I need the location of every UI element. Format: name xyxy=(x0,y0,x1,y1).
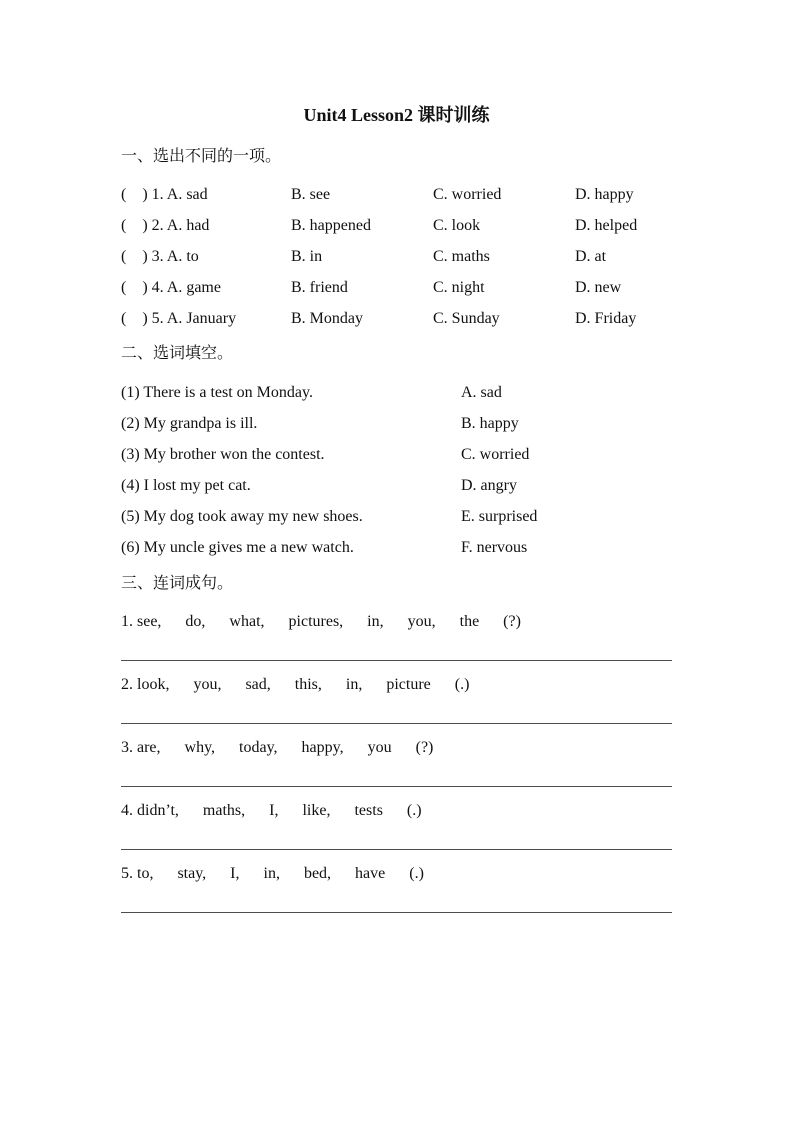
arrange-list xyxy=(121,611,672,913)
mc-option: D. happy xyxy=(575,186,634,203)
mc-option: C. worried xyxy=(433,186,502,203)
match-sentence: (2) My grandpa is ill. xyxy=(121,415,258,432)
answer-blank-line xyxy=(121,786,672,787)
mc-option: ( ) 2. A. had xyxy=(121,217,210,234)
mc-option: B. see xyxy=(291,186,331,203)
mc-option: B. happened xyxy=(291,217,371,234)
page-title: Unit4 Lesson2 课时训练 xyxy=(303,105,490,125)
section-choose-different xyxy=(121,145,672,334)
mc-option: D. at xyxy=(575,248,607,265)
section-three-heading: 三、连词成句。 xyxy=(121,575,234,592)
arrange-words: 5. to, stay, I, in, bed, have (.) xyxy=(121,865,424,882)
match-row-6 xyxy=(121,532,672,563)
mc-option: ( ) 1. A. sad xyxy=(121,186,208,203)
mc-row-4 xyxy=(121,272,672,303)
arrange-item-3 xyxy=(121,737,672,787)
mc-option: ( ) 3. A. to xyxy=(121,248,199,265)
section-fill-blank xyxy=(121,342,672,563)
arrange-words: 3. are, why, today, happy, you (?) xyxy=(121,739,434,756)
mc-option: C. Sunday xyxy=(433,310,500,327)
match-option: A. sad xyxy=(461,384,502,401)
mc-option: D. Friday xyxy=(575,310,637,327)
match-row-3 xyxy=(121,439,672,470)
match-row-2 xyxy=(121,408,672,439)
mc-option: C. night xyxy=(433,279,485,296)
answer-blank-line xyxy=(121,723,672,724)
match-sentence: (4) I lost my pet cat. xyxy=(121,477,251,494)
section-one-heading: 一、选出不同的一项。 xyxy=(121,148,282,165)
match-sentence: (6) My uncle gives me a new watch. xyxy=(121,539,354,556)
arrange-item-4 xyxy=(121,800,672,850)
arrange-item-1 xyxy=(121,611,672,661)
match-option: F. nervous xyxy=(461,539,528,556)
mc-option: B. Monday xyxy=(291,310,363,327)
match-option: C. worried xyxy=(461,446,530,463)
mc-option: C. maths xyxy=(433,248,490,265)
answer-blank-line xyxy=(121,660,672,661)
mc-row-2 xyxy=(121,210,672,241)
match-option: B. happy xyxy=(461,415,519,432)
mc-option: B. friend xyxy=(291,279,348,296)
match-sentence: (3) My brother won the contest. xyxy=(121,446,325,463)
multiple-choice-list xyxy=(121,179,672,334)
answer-blank-line xyxy=(121,849,672,850)
mc-row-5 xyxy=(121,303,672,334)
mc-row-1 xyxy=(121,179,672,210)
arrange-item-2 xyxy=(121,674,672,724)
arrange-item-5 xyxy=(121,863,672,913)
arrange-words: 1. see, do, what, pictures, in, you, the (?) xyxy=(121,613,521,630)
mc-row-3 xyxy=(121,241,672,272)
mc-option: C. look xyxy=(433,217,481,234)
match-sentence: (5) My dog took away my new shoes. xyxy=(121,508,363,525)
mc-option: B. in xyxy=(291,248,323,265)
match-sentence: (1) There is a test on Monday. xyxy=(121,384,313,401)
mc-option: D. helped xyxy=(575,217,638,234)
mc-option: ( ) 5. A. January xyxy=(121,310,237,327)
match-row-4 xyxy=(121,470,672,501)
arrange-words: 4. didn’t, maths, I, like, tests (.) xyxy=(121,802,422,819)
matching-list xyxy=(121,377,672,563)
mc-option: D. new xyxy=(575,279,622,296)
section-make-sentences xyxy=(121,572,672,913)
match-row-5 xyxy=(121,501,672,532)
match-option: D. angry xyxy=(461,477,517,494)
section-two-heading: 二、选词填空。 xyxy=(121,345,234,362)
answer-blank-line xyxy=(121,912,672,913)
match-option: E. surprised xyxy=(461,508,538,525)
match-row-1 xyxy=(121,377,672,408)
arrange-words: 2. look, you, sad, this, in, picture (.) xyxy=(121,676,470,693)
mc-option: ( ) 4. A. game xyxy=(121,279,221,296)
